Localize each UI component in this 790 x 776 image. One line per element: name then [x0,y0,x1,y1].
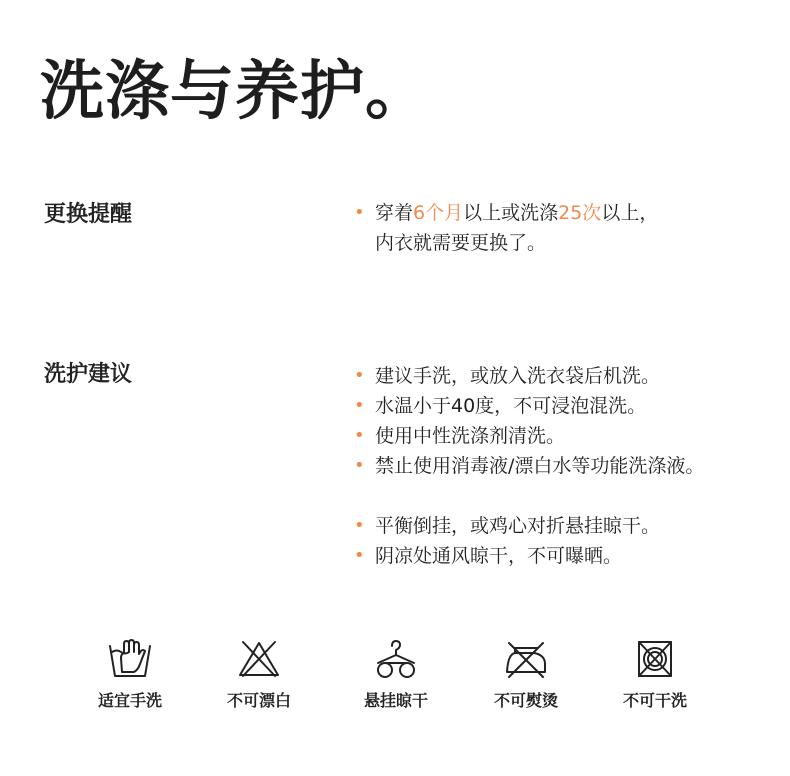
section-heading-care: 洗护建议 [44,362,133,387]
list-item: • 穿着6个月以上或洗涤25次以上， 内衣就需要更换了。 [354,198,784,258]
bullet-dot-icon: • [354,365,365,386]
bullet-dot-icon: • [354,425,365,446]
list-item: • 禁止使用消毒液/漂白水等功能洗涤液。 [354,451,784,481]
no-bleach-icon [236,638,282,680]
list-item: • 建议手洗，或放入洗衣袋后机洗。 [354,361,784,391]
care-advice-list [354,361,784,571]
bullet-dot-icon: • [354,545,365,566]
list-item: • 平衡倒挂，或鸡心对折悬挂晾干。 [354,511,784,541]
care-hand-wash: 适宜手洗 [65,638,195,712]
replace-reminder-list [354,198,784,258]
bullet-dot-icon: • [354,202,365,223]
no-iron-icon [503,638,549,680]
care-no-dry-clean: 不可干洗 [590,638,720,712]
bullet-dot-icon: • [354,395,365,416]
list-item: • 使用中性洗涤剂清洗。 [354,421,784,451]
no-dry-clean-icon [632,638,678,680]
hand-wash-icon [107,638,153,680]
section-heading-replace: 更换提醒 [44,202,133,227]
page-title: 洗涤与养护。 [40,55,430,129]
care-no-bleach: 不可漂白 [194,638,324,712]
list-item: • 阴凉处通风晾干，不可曝晒。 [354,541,784,571]
hang-dry-icon [373,638,419,680]
bullet-dot-icon: • [354,455,365,476]
care-hang-dry: 悬挂晾干 [331,638,461,712]
bullet-dot-icon: • [354,515,365,536]
list-item: • 水温小于40度，不可浸泡混洗。 [354,391,784,421]
highlight-washes: 25次 [558,202,602,224]
care-no-iron: 不可熨烫 [461,638,591,712]
highlight-months: 6个月 [413,202,464,224]
